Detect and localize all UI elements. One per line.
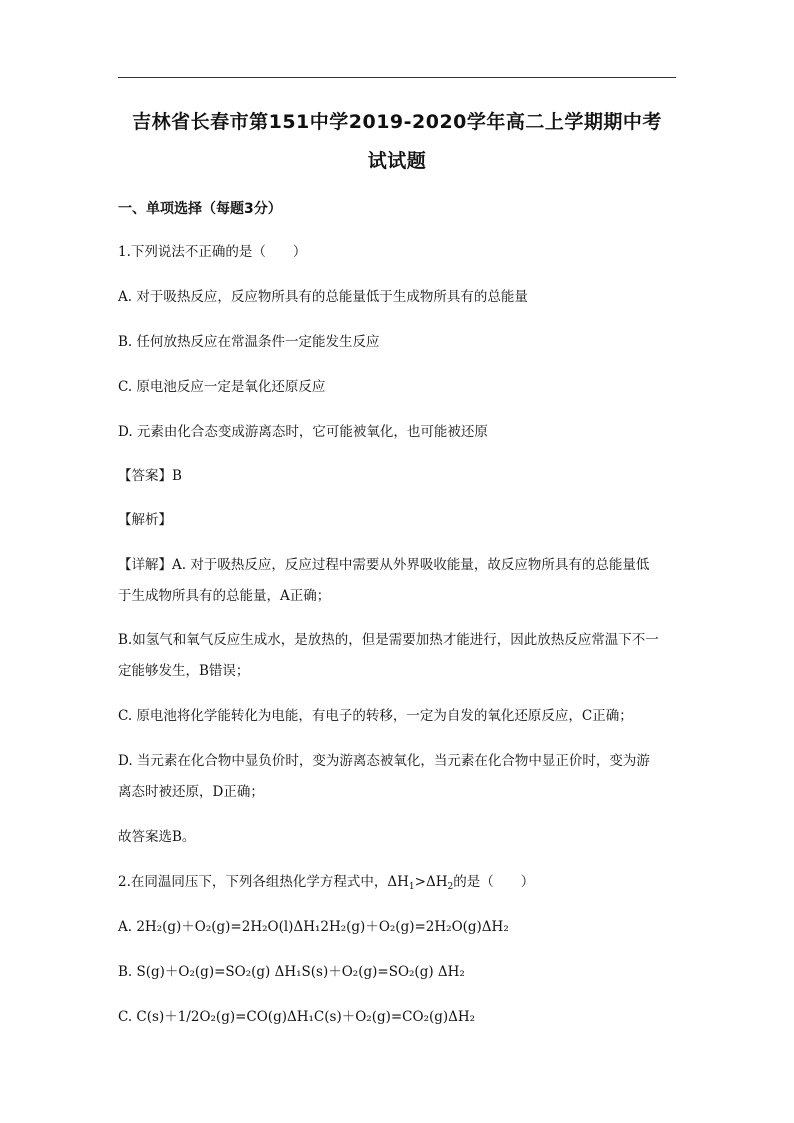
section-heading: 一、单项选择（每题3分） xyxy=(118,201,282,217)
question-1-option-b: B. 任何放热反应在常温条件一定能发生反应 xyxy=(118,334,380,350)
question-1-detail-line: 【详解】A. 对于吸热反应，反应过程中需要从外界吸收能量，故反应物所具有的总能量低 xyxy=(118,557,650,573)
delta-h1-subscript: 1 xyxy=(408,882,415,892)
delta-h2-subscript: 2 xyxy=(447,882,454,892)
greater-than-sign: > xyxy=(414,874,426,890)
question-1-answer: 【答案】B xyxy=(118,468,182,484)
question-2-option-a: A. 2H₂(g)＋O₂(g)=2H₂O(l)ΔH₁2H₂(g)＋O₂(g)=2H₂O(g)ΔH₂ xyxy=(118,919,509,935)
question-1-detail-line: 离态时被还原，D正确； xyxy=(118,784,264,800)
header-rule xyxy=(118,77,676,78)
document-title-line1: 吉林省长春市第151中学2019-2020学年高二上学期期中考 xyxy=(132,111,662,133)
question-2-stem-post: 的是（ ） xyxy=(453,874,535,890)
question-1-detail-line: D. 当元素在化合物中显负价时，变为游离态被氧化，当元素在化合物中显正价时，变为游 xyxy=(118,753,650,769)
question-2-stem xyxy=(118,872,678,892)
question-1-analysis-label: 【解析】 xyxy=(118,512,172,528)
question-1-stem: 1.下列说法不正确的是（ ） xyxy=(118,244,307,260)
question-1-option-d: D. 元素由化合态变成游离态时，它可能被氧化，也可能被还原 xyxy=(118,424,488,440)
question-2-option-c: C. C(s)＋1/2O₂(g)=CO(g)ΔH₁C(s)＋O₂(g)=CO₂(g)ΔH₂ xyxy=(118,1009,476,1025)
document-title-line2: 试试题 xyxy=(367,150,427,172)
question-1-detail-line: 定能够发生，B错误； xyxy=(118,663,250,679)
question-1-option-c: C. 原电池反应一定是氧化还原反应 xyxy=(118,379,326,395)
question-2-stem-pre: 2.在同温同压下，下列各组热化学方程式中， xyxy=(118,874,388,890)
question-1-detail-line: 故答案选B。 xyxy=(118,829,196,845)
question-1-detail-line: 于生成物所具有的总能量，A正确； xyxy=(118,588,331,604)
question-1-option-a: A. 对于吸热反应，反应物所具有的总能量低于生成物所具有的总能量 xyxy=(118,289,528,305)
delta-h1: ΔH xyxy=(387,874,409,890)
question-1-detail-line: C. 原电池将化学能转化为电能，有电子的转移，一定为自发的氧化还原反应，C正确； xyxy=(118,708,633,724)
delta-h2: ΔH xyxy=(425,874,448,890)
question-1-detail-line: B.如氢气和氧气反应生成水，是放热的，但是需要加热才能进行，因此放热反应常温下不一 xyxy=(118,632,659,648)
question-2-option-b: B. S(g)＋O₂(g)=SO₂(g) ΔH₁S(s)＋O₂(g)=SO₂(g) ΔH₂ xyxy=(118,964,465,980)
